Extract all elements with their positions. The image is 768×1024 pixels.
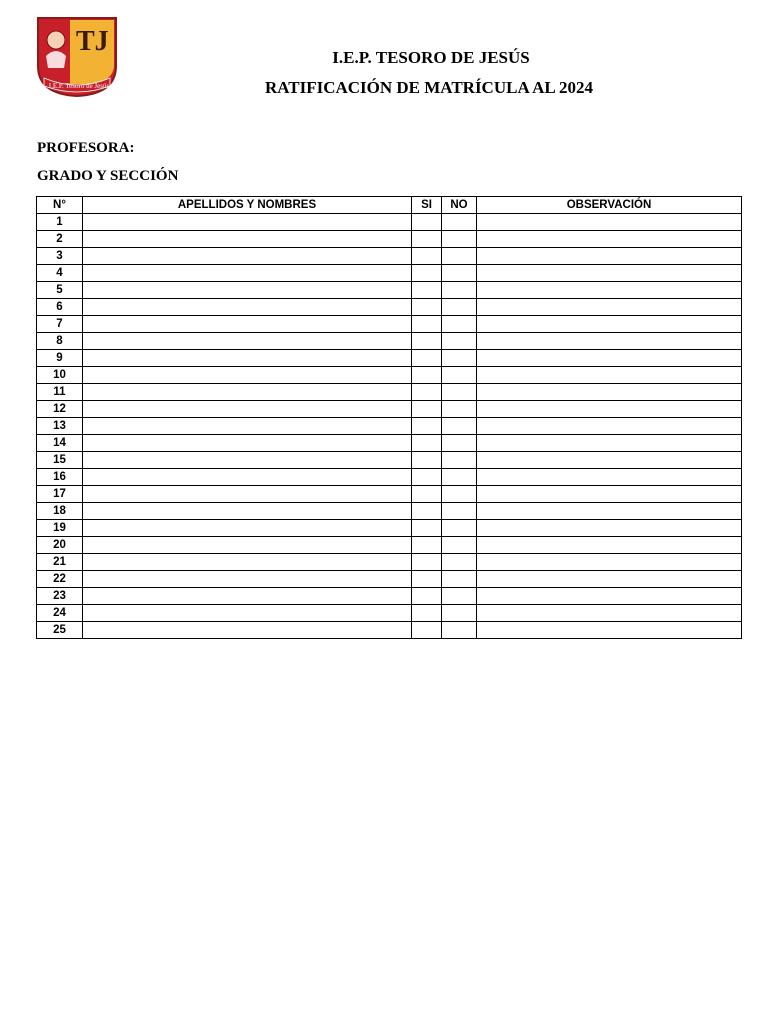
observation-cell[interactable]	[477, 350, 742, 367]
observation-cell[interactable]	[477, 384, 742, 401]
row-number: 24	[37, 605, 83, 622]
yes-cell[interactable]	[412, 537, 442, 554]
row-number: 11	[37, 384, 83, 401]
row-number: 19	[37, 520, 83, 537]
no-cell[interactable]	[442, 299, 477, 316]
no-cell[interactable]	[442, 282, 477, 299]
logo-text: I.E.P. Tesoro de Jesús	[48, 82, 110, 90]
observation-cell[interactable]	[477, 299, 742, 316]
no-cell[interactable]	[442, 401, 477, 418]
row-number: 8	[37, 333, 83, 350]
row-number: 25	[37, 622, 83, 639]
row-number: 10	[37, 367, 83, 384]
row-number: 2	[37, 231, 83, 248]
table-row	[37, 265, 742, 282]
yes-cell[interactable]	[412, 435, 442, 452]
names-cell[interactable]	[83, 588, 412, 605]
observation-cell[interactable]	[477, 316, 742, 333]
header-observation: OBSERVACIÓN	[477, 197, 742, 214]
row-number: 4	[37, 265, 83, 282]
table-row	[37, 469, 742, 486]
observation-cell[interactable]	[477, 486, 742, 503]
yes-cell[interactable]	[412, 333, 442, 350]
table-row	[37, 588, 742, 605]
names-cell[interactable]	[83, 520, 412, 537]
names-cell[interactable]	[83, 452, 412, 469]
yes-cell[interactable]	[412, 418, 442, 435]
observation-cell[interactable]	[477, 231, 742, 248]
names-cell[interactable]	[83, 231, 412, 248]
yes-cell[interactable]	[412, 248, 442, 265]
names-cell[interactable]	[83, 622, 412, 639]
table-row	[37, 486, 742, 503]
header-number: N°	[37, 197, 83, 214]
no-cell[interactable]	[442, 588, 477, 605]
no-cell[interactable]	[442, 418, 477, 435]
yes-cell[interactable]	[412, 605, 442, 622]
no-cell[interactable]	[442, 316, 477, 333]
names-cell[interactable]	[83, 469, 412, 486]
yes-cell[interactable]	[412, 486, 442, 503]
table-row	[37, 435, 742, 452]
no-cell[interactable]	[442, 503, 477, 520]
names-cell[interactable]	[83, 435, 412, 452]
names-cell[interactable]	[83, 554, 412, 571]
row-number: 18	[37, 503, 83, 520]
no-cell[interactable]	[442, 537, 477, 554]
observation-cell[interactable]	[477, 401, 742, 418]
yes-cell[interactable]	[412, 282, 442, 299]
no-cell[interactable]	[442, 367, 477, 384]
row-number: 6	[37, 299, 83, 316]
observation-cell[interactable]	[477, 537, 742, 554]
row-number: 7	[37, 316, 83, 333]
shield-icon	[36, 16, 118, 98]
names-cell[interactable]	[83, 571, 412, 588]
table-row	[37, 622, 742, 639]
yes-cell[interactable]	[412, 401, 442, 418]
observation-cell[interactable]	[477, 469, 742, 486]
table-row	[37, 554, 742, 571]
row-number: 5	[37, 282, 83, 299]
yes-cell[interactable]	[412, 384, 442, 401]
names-cell[interactable]	[83, 248, 412, 265]
names-cell[interactable]	[83, 316, 412, 333]
yes-cell[interactable]	[412, 231, 442, 248]
observation-cell[interactable]	[477, 367, 742, 384]
row-number: 20	[37, 537, 83, 554]
yes-cell[interactable]	[412, 452, 442, 469]
row-number: 21	[37, 554, 83, 571]
page-title: I.E.P. TESORO DE JESÚS	[332, 48, 530, 67]
names-cell[interactable]	[83, 265, 412, 282]
names-cell[interactable]	[83, 299, 412, 316]
row-number: 15	[37, 452, 83, 469]
names-cell[interactable]	[83, 503, 412, 520]
observation-cell[interactable]	[477, 571, 742, 588]
no-cell[interactable]	[442, 435, 477, 452]
no-cell[interactable]	[442, 231, 477, 248]
observation-cell[interactable]	[477, 214, 742, 231]
names-cell[interactable]	[83, 333, 412, 350]
no-cell[interactable]	[442, 214, 477, 231]
page-subtitle: RATIFICACIÓN DE MATRÍCULA AL 2024	[264, 78, 594, 97]
no-cell[interactable]	[442, 452, 477, 469]
observation-cell[interactable]	[477, 265, 742, 282]
observation-cell[interactable]	[477, 622, 742, 639]
row-number: 13	[37, 418, 83, 435]
yes-cell[interactable]	[412, 367, 442, 384]
no-cell[interactable]	[442, 333, 477, 350]
yes-cell[interactable]	[412, 588, 442, 605]
no-cell[interactable]	[442, 248, 477, 265]
table-row	[37, 418, 742, 435]
names-cell[interactable]	[83, 384, 412, 401]
teacher-label: PROFESORA:	[37, 140, 135, 156]
observation-cell[interactable]	[477, 282, 742, 299]
table-row	[37, 333, 742, 350]
table-row	[37, 316, 742, 333]
row-number: 9	[37, 350, 83, 367]
observation-cell[interactable]	[477, 452, 742, 469]
row-number: 3	[37, 248, 83, 265]
names-cell[interactable]	[83, 350, 412, 367]
observation-cell[interactable]	[477, 248, 742, 265]
table-row	[37, 605, 742, 622]
table-row	[37, 503, 742, 520]
yes-cell[interactable]	[412, 299, 442, 316]
observation-cell[interactable]	[477, 520, 742, 537]
table-row	[37, 350, 742, 367]
observation-cell[interactable]	[477, 503, 742, 520]
row-number: 23	[37, 588, 83, 605]
no-cell[interactable]	[442, 469, 477, 486]
header-names: APELLIDOS Y NOMBRES	[83, 197, 412, 214]
row-number: 1	[37, 214, 83, 231]
yes-cell[interactable]	[412, 520, 442, 537]
yes-cell[interactable]	[412, 571, 442, 588]
table-row	[37, 537, 742, 554]
yes-cell[interactable]	[412, 469, 442, 486]
no-cell[interactable]	[442, 384, 477, 401]
observation-cell[interactable]	[477, 605, 742, 622]
no-cell[interactable]	[442, 350, 477, 367]
observation-cell[interactable]	[477, 418, 742, 435]
yes-cell[interactable]	[412, 622, 442, 639]
school-logo	[36, 16, 118, 98]
no-cell[interactable]	[442, 486, 477, 503]
observation-cell[interactable]	[477, 333, 742, 350]
yes-cell[interactable]	[412, 265, 442, 282]
logo-letters: TJ	[76, 26, 109, 57]
names-cell[interactable]	[83, 418, 412, 435]
names-cell[interactable]	[83, 537, 412, 554]
no-cell[interactable]	[442, 571, 477, 588]
no-cell[interactable]	[442, 605, 477, 622]
row-number: 22	[37, 571, 83, 588]
yes-cell[interactable]	[412, 316, 442, 333]
row-number: 16	[37, 469, 83, 486]
table-row	[37, 452, 742, 469]
yes-cell[interactable]	[412, 554, 442, 571]
observation-cell[interactable]	[477, 435, 742, 452]
no-cell[interactable]	[442, 622, 477, 639]
names-cell[interactable]	[83, 486, 412, 503]
no-cell[interactable]	[442, 554, 477, 571]
names-cell[interactable]	[83, 282, 412, 299]
observation-cell[interactable]	[477, 588, 742, 605]
row-number: 17	[37, 486, 83, 503]
table-row	[37, 282, 742, 299]
table-row	[37, 299, 742, 316]
names-cell[interactable]	[83, 605, 412, 622]
observation-cell[interactable]	[477, 554, 742, 571]
table-row	[37, 520, 742, 537]
grade-section-label: GRADO Y SECCIÓN	[37, 168, 179, 184]
no-cell[interactable]	[442, 520, 477, 537]
enrollment-table	[36, 196, 742, 639]
header-no: NO	[442, 197, 477, 214]
table-row	[37, 384, 742, 401]
table-row	[37, 231, 742, 248]
names-cell[interactable]	[83, 401, 412, 418]
row-number: 12	[37, 401, 83, 418]
names-cell[interactable]	[83, 214, 412, 231]
yes-cell[interactable]	[412, 350, 442, 367]
table-row	[37, 401, 742, 418]
yes-cell[interactable]	[412, 503, 442, 520]
table-header-row	[37, 197, 742, 214]
header-yes: SI	[412, 197, 442, 214]
table-row	[37, 248, 742, 265]
table-row	[37, 214, 742, 231]
yes-cell[interactable]	[412, 214, 442, 231]
no-cell[interactable]	[442, 265, 477, 282]
table-row	[37, 571, 742, 588]
table-row	[37, 367, 742, 384]
row-number: 14	[37, 435, 83, 452]
names-cell[interactable]	[83, 367, 412, 384]
